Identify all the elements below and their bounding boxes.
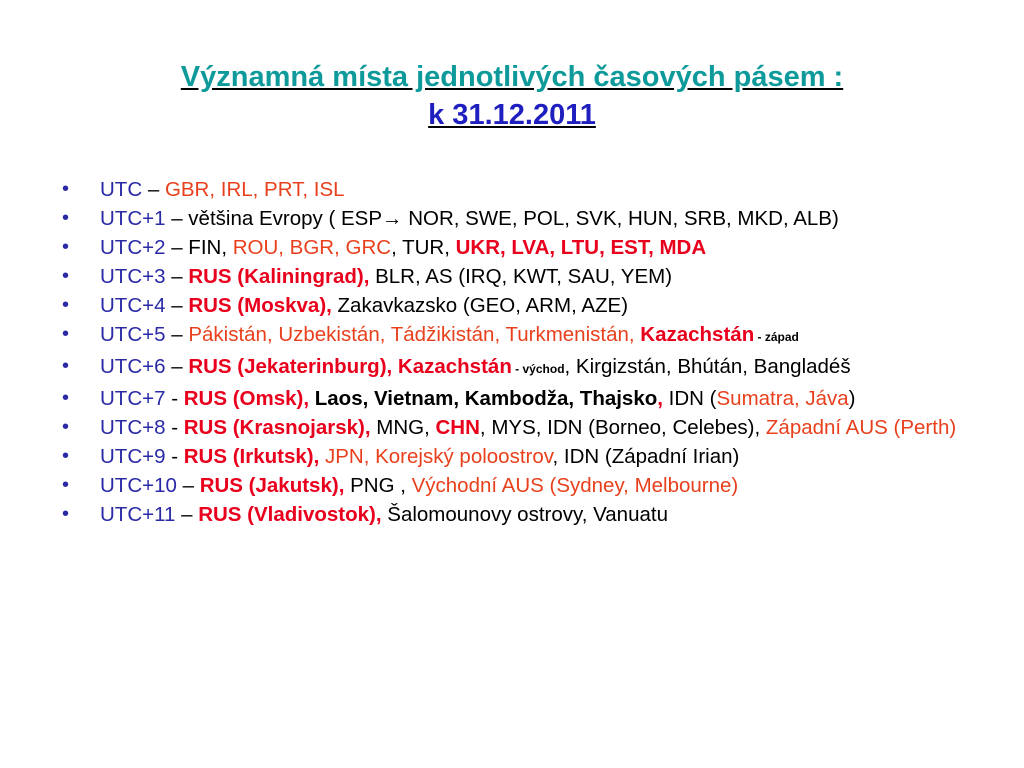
- bullet-icon: •: [62, 207, 70, 229]
- item-text: Šalomounovy ostrovy, Vanuatu: [381, 503, 668, 526]
- list-item: [60, 323, 970, 349]
- utc-label: UTC+10: [100, 474, 177, 497]
- item-text: –: [165, 355, 189, 378]
- list-item: [60, 474, 970, 497]
- list-item: [60, 416, 970, 439]
- utc-label: UTC+9: [100, 445, 166, 468]
- item-text: Kazachstán: [640, 323, 755, 346]
- item-text: Západní AUS (Perth): [765, 416, 957, 439]
- item-text: RUS (Kaliningrad),: [188, 265, 370, 288]
- utc-label: UTC+6: [100, 355, 166, 378]
- slide-title: [0, 58, 1024, 134]
- item-text: ): [848, 387, 856, 410]
- bullet-icon: •: [62, 265, 70, 287]
- list-item: [60, 503, 970, 526]
- item-text: , TUR,: [391, 236, 456, 259]
- utc-label: UTC+11: [100, 503, 176, 526]
- item-text: IDN (: [662, 387, 717, 410]
- item-text: GBR, IRL, PRT, ISL: [164, 178, 345, 201]
- item-text: –: [175, 503, 199, 526]
- list-item: [60, 178, 970, 201]
- item-text: -: [165, 445, 184, 468]
- item-text: MNG,: [370, 416, 436, 439]
- list-item: [60, 294, 970, 317]
- item-text: RUS (Krasnojarsk),: [183, 416, 371, 439]
- utc-label: UTC+2: [100, 236, 166, 259]
- list-item: [60, 207, 970, 230]
- item-text: -: [165, 416, 184, 439]
- item-text: UKR, LVA, LTU, EST, MDA: [455, 236, 707, 259]
- bullet-icon: •: [62, 503, 70, 525]
- item-text: BLR, AS (IRQ, KWT, SAU, YEM): [369, 265, 673, 288]
- item-text: –: [165, 323, 189, 346]
- item-text: Laos, Vietnam, Kambodža, Thajsko: [309, 387, 658, 410]
- item-text: – většina Evropy ( ESP→ NOR, SWE, POL, SVK, HUN, SRB, MKD, ALB): [165, 207, 839, 230]
- item-text: - východ: [511, 362, 565, 376]
- item-text: -: [165, 387, 184, 410]
- item-text: Sumatra, Jáva: [716, 387, 849, 410]
- title-line-1: Významná místa jednotlivých časových pásem :: [180, 61, 844, 93]
- item-text: RUS (Moskva),: [188, 294, 332, 317]
- title-line-2: k 31.12.2011: [428, 99, 596, 131]
- bullet-icon: •: [62, 387, 70, 409]
- item-text: Pákistán, Uzbekistán, Tádžikistán, Turkmenistán,: [188, 323, 641, 346]
- utc-label: UTC+5: [100, 323, 166, 346]
- item-text: –: [165, 265, 189, 288]
- item-text: RUS (Vladivostok),: [198, 503, 382, 526]
- bullet-icon: •: [62, 445, 70, 467]
- bullet-icon: •: [62, 294, 70, 316]
- list-item: [60, 236, 970, 259]
- utc-label: UTC+7: [100, 387, 166, 410]
- utc-label: UTC+1: [100, 207, 166, 230]
- timezone-list: [60, 178, 970, 532]
- utc-label: UTC+3: [100, 265, 166, 288]
- item-text: ,: [657, 387, 663, 410]
- item-text: ROU, BGR, GRC: [232, 236, 392, 259]
- item-text: – FIN,: [165, 236, 233, 259]
- item-text: RUS (Omsk),: [183, 387, 310, 410]
- bullet-icon: •: [62, 178, 70, 200]
- item-text: RUS (Irkutsk),: [183, 445, 320, 468]
- item-text: –: [176, 474, 200, 497]
- bullet-icon: •: [62, 474, 70, 496]
- item-text: RUS (Jekaterinburg), Kazachstán: [188, 355, 512, 378]
- list-item: [60, 355, 970, 381]
- item-text: Zakavkazsko (GEO, ARM, AZE): [331, 294, 629, 317]
- item-text: , Kirgizstán, Bhútán, Bangladéš: [564, 355, 851, 378]
- bullet-icon: •: [62, 323, 70, 345]
- bullet-icon: •: [62, 355, 70, 377]
- item-text: Východní AUS (Sydney, Melbourne): [411, 474, 739, 497]
- item-text: PNG ,: [344, 474, 412, 497]
- bullet-icon: •: [62, 236, 70, 258]
- bullet-icon: •: [62, 416, 70, 438]
- list-item: [60, 265, 970, 288]
- utc-label: UTC+8: [100, 416, 166, 439]
- item-text: –: [142, 178, 165, 201]
- item-text: JPN, Korejský poloostrov: [319, 445, 553, 468]
- utc-label: UTC+4: [100, 294, 166, 317]
- item-text: - západ: [754, 330, 799, 344]
- item-text: , MYS, IDN (Borneo, Celebes),: [479, 416, 766, 439]
- utc-label: UTC: [100, 178, 143, 201]
- item-text: CHN: [435, 416, 480, 439]
- list-item: [60, 445, 970, 468]
- item-text: RUS (Jakutsk),: [199, 474, 345, 497]
- list-item: [60, 387, 970, 410]
- item-text: , IDN (Západní Irian): [552, 445, 740, 468]
- item-text: –: [165, 294, 189, 317]
